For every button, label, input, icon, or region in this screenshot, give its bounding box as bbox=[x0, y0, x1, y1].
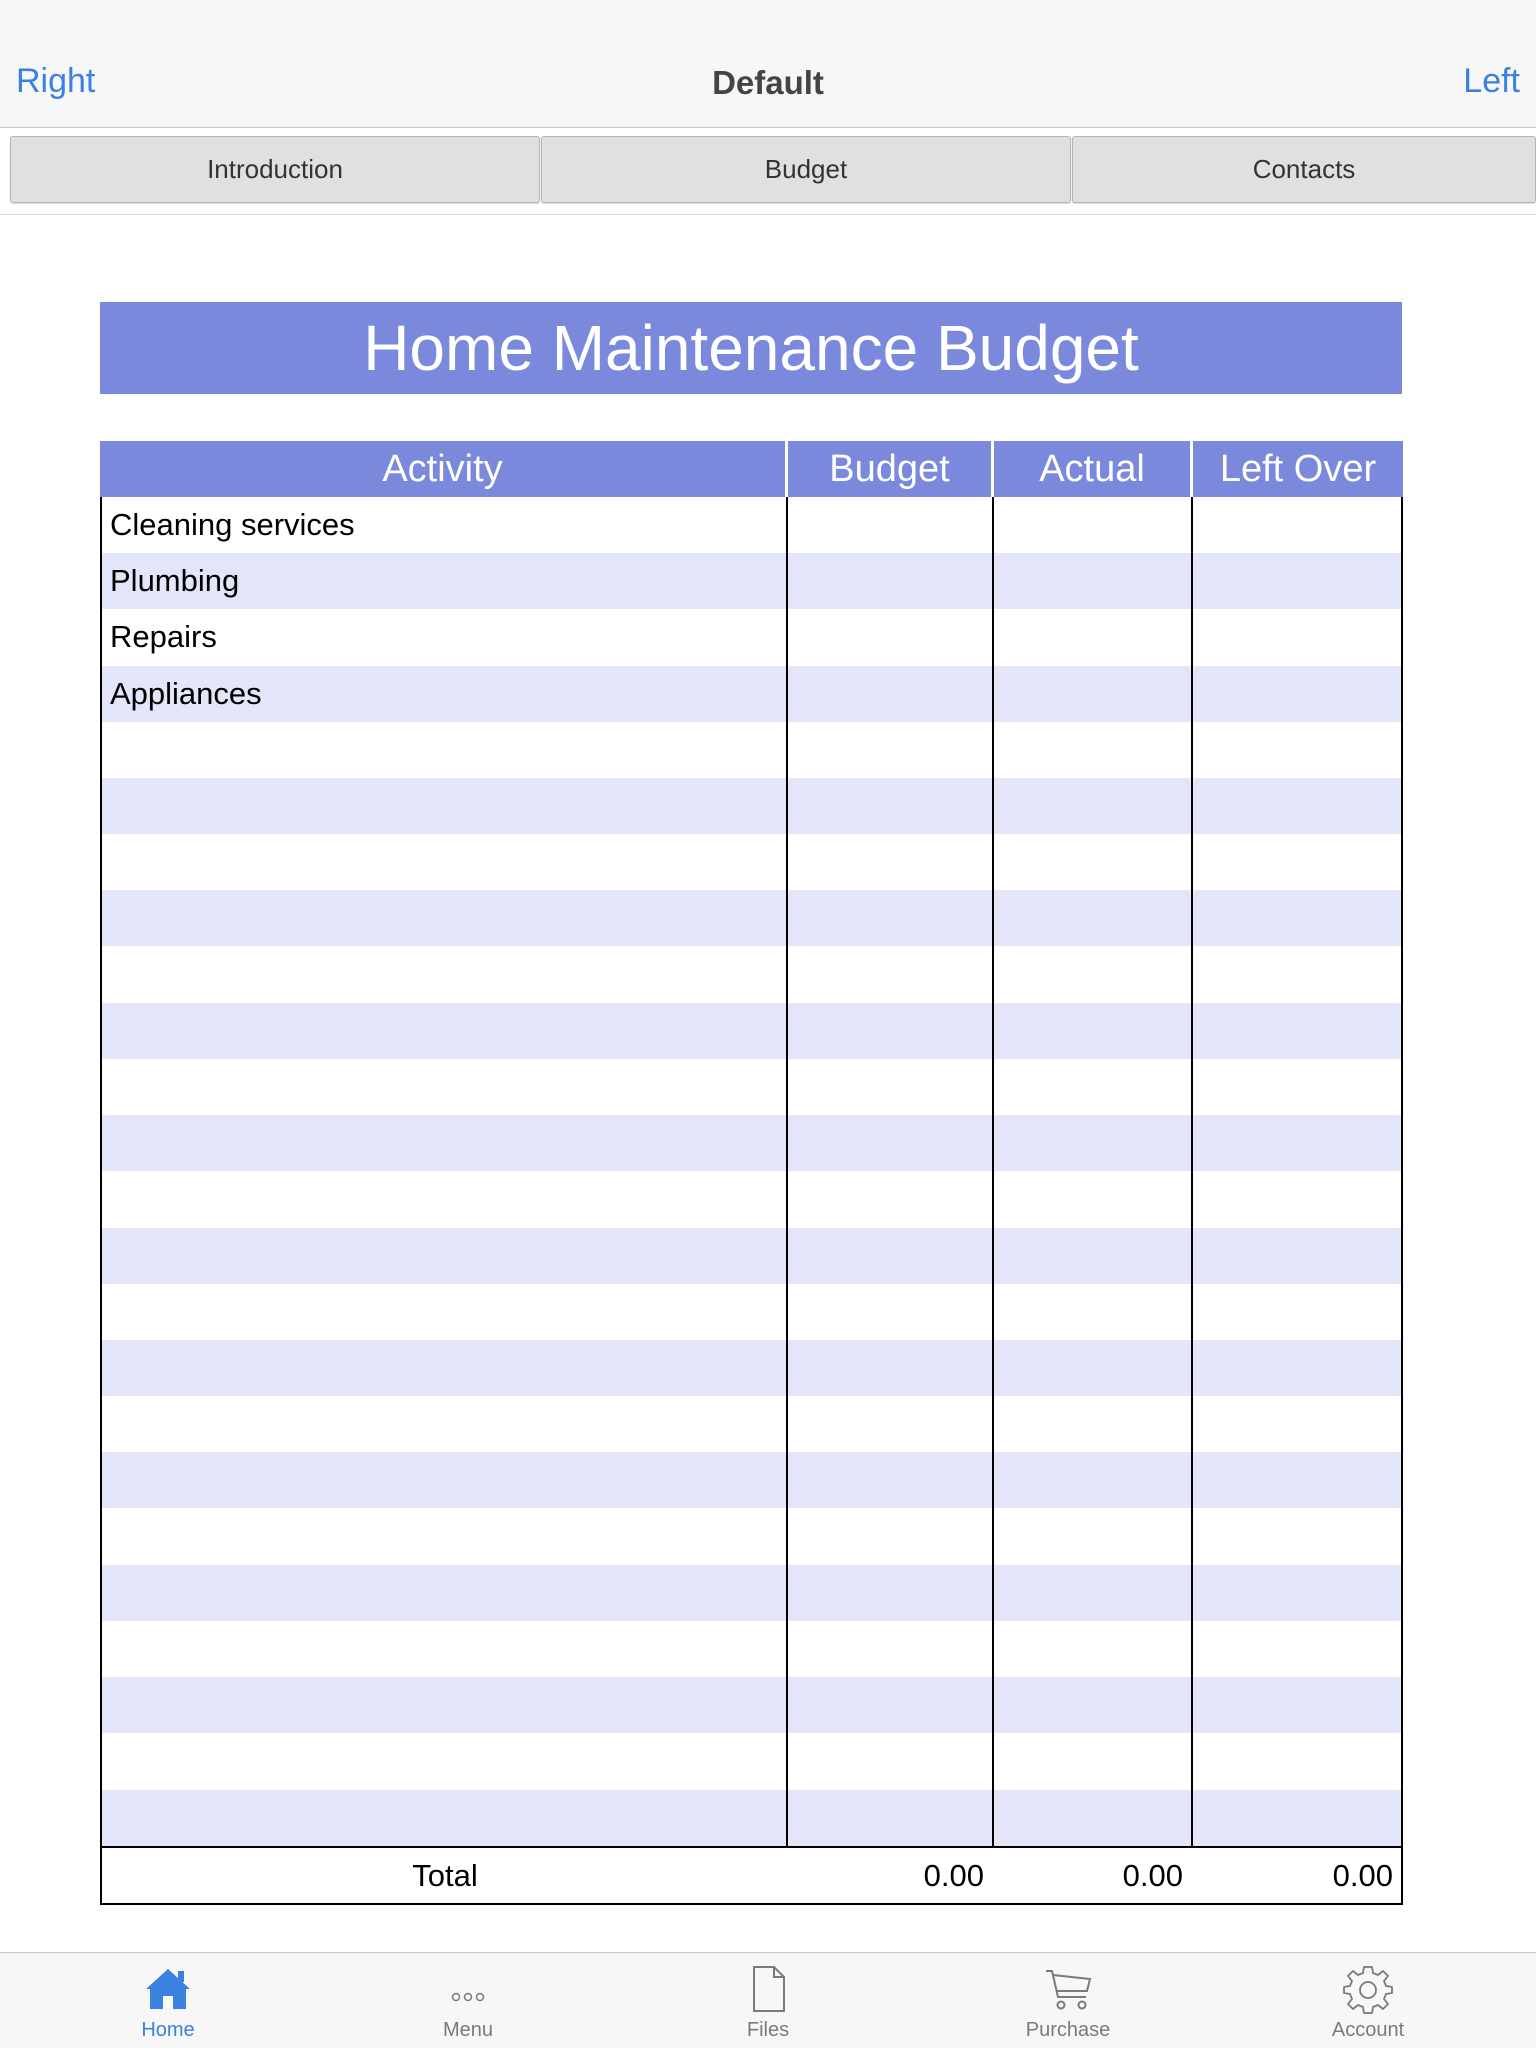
cart-icon bbox=[1042, 1963, 1094, 2015]
table-row[interactable] bbox=[102, 1003, 1401, 1059]
table-row[interactable] bbox=[102, 1790, 1401, 1846]
table-row[interactable] bbox=[102, 1284, 1401, 1340]
column-header-left-over: Left Over bbox=[1193, 441, 1403, 497]
table-row[interactable] bbox=[102, 1452, 1401, 1508]
bottom-tab-label: Menu bbox=[442, 2019, 494, 2041]
table-row[interactable] bbox=[102, 1565, 1401, 1621]
table-row[interactable] bbox=[102, 722, 1401, 778]
table-row[interactable] bbox=[102, 497, 1401, 553]
document-icon bbox=[742, 1963, 794, 2015]
tab-contacts[interactable]: Contacts bbox=[1072, 136, 1536, 203]
sheet-title: Home Maintenance Budget bbox=[100, 302, 1402, 394]
table-row[interactable] bbox=[102, 609, 1401, 665]
table-row[interactable] bbox=[102, 1733, 1401, 1789]
bottom-tab-account[interactable] bbox=[1268, 1953, 1468, 2048]
table-row[interactable] bbox=[102, 666, 1401, 722]
tab-introduction[interactable]: Introduction bbox=[10, 136, 540, 203]
total-row bbox=[100, 1846, 1403, 1905]
more-dots-icon bbox=[442, 1963, 494, 2015]
column-header-budget: Budget bbox=[788, 441, 991, 497]
column-divider bbox=[786, 497, 788, 1905]
bottom-tab-label: Purchase bbox=[1025, 2019, 1111, 2041]
table-row[interactable] bbox=[102, 778, 1401, 834]
table-row[interactable] bbox=[102, 1171, 1401, 1227]
bottom-tab-bar bbox=[0, 1952, 1536, 2048]
table-row[interactable] bbox=[102, 1059, 1401, 1115]
total-left-over-value: 0.00 bbox=[1332, 1858, 1393, 1893]
activity-cell[interactable]: Appliances bbox=[110, 675, 262, 711]
bottom-tab-purchase[interactable] bbox=[968, 1953, 1168, 2048]
bottom-tab-label: Account bbox=[1331, 2019, 1405, 2041]
nav-title: Default bbox=[712, 64, 824, 101]
bottom-tab-files[interactable] bbox=[668, 1953, 868, 2048]
column-header-actual: Actual bbox=[994, 441, 1190, 497]
bottom-tab-home[interactable] bbox=[68, 1953, 268, 2048]
column-divider bbox=[1191, 497, 1193, 1905]
nav-left-button[interactable]: Left bbox=[1463, 62, 1520, 100]
navigation-bar bbox=[0, 0, 1536, 128]
table-row[interactable] bbox=[102, 1621, 1401, 1677]
nav-right-button[interactable]: Right bbox=[16, 62, 96, 100]
segment-tab-bar bbox=[0, 129, 1536, 215]
activity-cell[interactable]: Plumbing bbox=[110, 563, 240, 599]
gear-icon bbox=[1342, 1963, 1394, 2015]
table-row[interactable] bbox=[102, 553, 1401, 609]
bottom-tab-label: Home bbox=[141, 2019, 195, 2041]
table-row[interactable] bbox=[102, 1509, 1401, 1565]
bottom-tab-label: Files bbox=[746, 2019, 790, 2041]
table-row[interactable] bbox=[102, 890, 1401, 946]
table-body bbox=[100, 497, 1403, 1846]
total-label: Total bbox=[412, 1858, 478, 1893]
total-actual-value: 0.00 bbox=[1122, 1858, 1183, 1893]
bottom-tab-menu[interactable] bbox=[368, 1953, 568, 2048]
column-divider bbox=[992, 497, 994, 1905]
table-row[interactable] bbox=[102, 1396, 1401, 1452]
table-row[interactable] bbox=[102, 1228, 1401, 1284]
column-header-activity: Activity bbox=[100, 441, 785, 497]
tab-budget[interactable]: Budget bbox=[541, 136, 1071, 203]
activity-cell[interactable]: Repairs bbox=[110, 619, 217, 655]
table-row[interactable] bbox=[102, 947, 1401, 1003]
home-icon bbox=[142, 1963, 194, 2015]
activity-cell[interactable]: Cleaning services bbox=[110, 507, 355, 542]
table-row[interactable] bbox=[102, 1677, 1401, 1733]
table-row[interactable] bbox=[102, 834, 1401, 890]
table-row[interactable] bbox=[102, 1115, 1401, 1171]
table-row[interactable] bbox=[102, 1340, 1401, 1396]
table-header bbox=[100, 441, 1403, 497]
total-budget-value: 0.00 bbox=[923, 1858, 984, 1893]
